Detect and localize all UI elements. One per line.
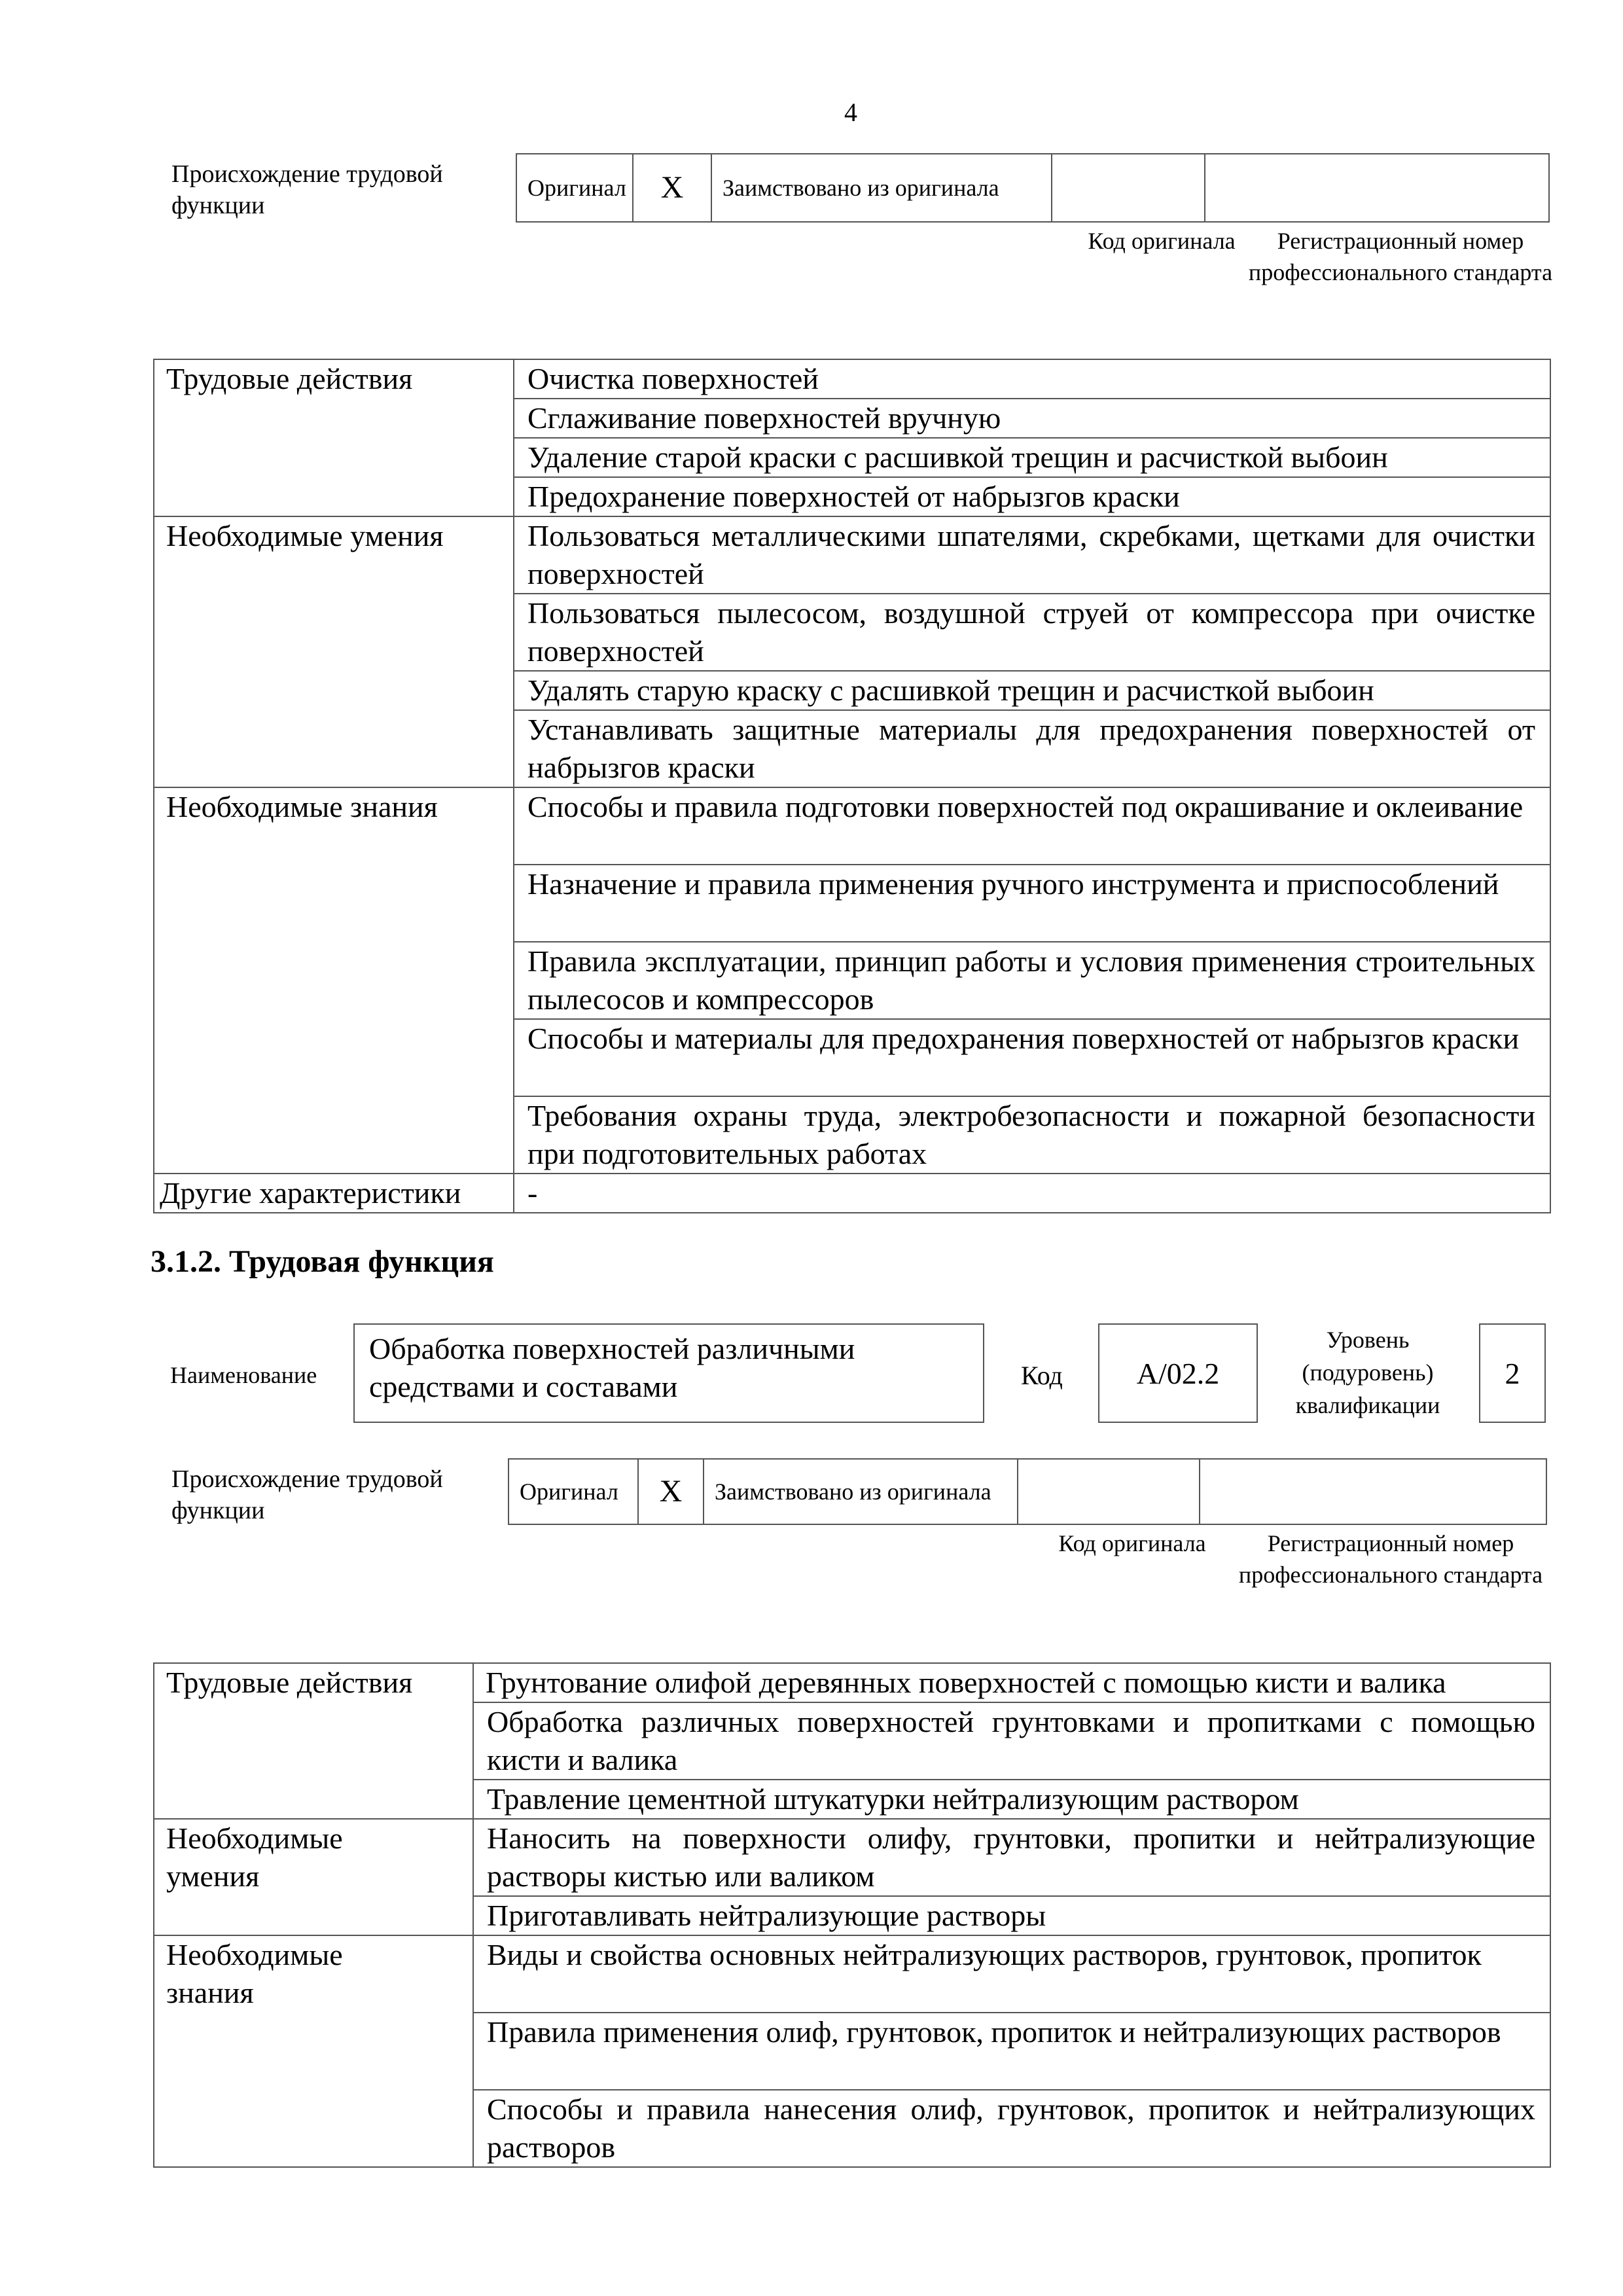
origin-reg-number-cell (1200, 1459, 1546, 1524)
skill-item: Приготавливать нейтрализующие растворы (473, 1896, 1550, 1935)
origin-code-caption: Код оригинала (1088, 228, 1236, 254)
origin-code-cell (1018, 1459, 1200, 1524)
skill-item: Пользоваться металлическими шпателями, скребками, щетками для очистки поверхностей (514, 516, 1550, 594)
knowledge-item: Виды и свойства основных нейтрализующих растворов, грунтовок, пропиток (473, 1935, 1550, 2013)
knowledge-item: Способы и правила подготовки поверхностей под окрашивание и оклеивание (514, 787, 1550, 865)
code-label: Код (1021, 1361, 1063, 1390)
other-characteristics-value: - (514, 1174, 1550, 1213)
skills-label-text: Необходимые умения (166, 1821, 343, 1893)
function-code-box: A/02.2 (1098, 1323, 1258, 1423)
origin-original-cell: Оригинал (508, 1459, 638, 1524)
labor-action-item: Очистка поверхностей (514, 359, 1550, 399)
knowledge-item: Правила применения олиф, грунтовок, пропиток и нейтрализующих растворов (473, 2013, 1550, 2090)
labor-action-item: Обработка различных поверхностей грунтовками и пропитками с помощью кисти и валика (473, 1702, 1550, 1780)
labor-actions-label: Трудовые действия (154, 1663, 473, 1819)
qualification-level-box: 2 (1479, 1323, 1546, 1423)
knowledge-item: Требования охраны труда, электробезопасности и пожарной безопасности при подготовительных работах (514, 1096, 1550, 1174)
skills-label: Необходимые умения (154, 516, 514, 787)
origin-reg-number-cell (1205, 154, 1549, 222)
origin-label: Происхождение трудовой функции (171, 160, 443, 219)
skills-label (154, 1819, 473, 1935)
labor-actions-label: Трудовые действия (154, 359, 514, 516)
origin-label: Происхождение трудовой функции (171, 1465, 443, 1524)
other-characteristics-label: Другие характеристики (154, 1174, 514, 1213)
skill-item: Наносить на поверхности олифу, грунтовки, пропитки и нейтрализующие растворы кистью или валиком (473, 1819, 1550, 1896)
function-name-box: Обработка поверхностей различными средствами и составами (353, 1323, 984, 1423)
origin-reg-caption: Регистрационный номер профессионального стандарта (1248, 228, 1553, 285)
origin-reg-caption: Регистрационный номер профессионального стандарта (1238, 1530, 1543, 1588)
knowledge-item: Способы и правила нанесения олиф, грунтовок, пропиток и нейтрализующих растворов (473, 2090, 1550, 2167)
skill-item: Устанавливать защитные материалы для предохранения поверхностей от набрызгов краски (514, 710, 1550, 787)
knowledge-item: Правила эксплуатации, принцип работы и условия применения строительных пылесосов и компрессоров (514, 942, 1550, 1019)
page-number: 4 (844, 98, 857, 127)
knowledge-label: Необходимые знания (154, 787, 514, 1174)
origin-table (508, 1458, 1547, 1525)
level-label: Уровень (подуровень) квалификации (1295, 1327, 1440, 1418)
labor-action-item: Предохранение поверхностей от набрызгов краски (514, 477, 1550, 516)
labor-action-item: Удаление старой краски с расшивкой трещин и расчисткой выбоин (514, 438, 1550, 477)
origin-borrowed-cell: Заимствовано из оригинала (704, 1459, 1018, 1524)
skill-item: Удалять старую краску с расшивкой трещин и расчисткой выбоин (514, 671, 1550, 710)
origin-original-mark: X (638, 1459, 704, 1524)
name-label: Наименование (170, 1362, 317, 1388)
knowledge-label (154, 1935, 473, 2167)
skill-item: Пользоваться пылесосом, воздушной струей от компрессора при очистке поверхностей (514, 594, 1550, 671)
origin-code-caption: Код оригинала (1058, 1530, 1206, 1556)
knowledge-item: Назначение и правила применения ручного инструмента и приспособлений (514, 865, 1550, 942)
origin-table (516, 153, 1550, 223)
labor-action-item: Сглаживание поверхностей вручную (514, 399, 1550, 438)
labor-function-table-2 (153, 1662, 1551, 2168)
knowledge-label-text: Необходимые знания (166, 1938, 343, 2009)
labor-function-table-1 (153, 359, 1551, 1213)
labor-action-item: Грунтование олифой деревянных поверхностей с помощью кисти и валика (473, 1663, 1550, 1702)
knowledge-item: Способы и материалы для предохранения поверхностей от набрызгов краски (514, 1019, 1550, 1096)
section-title: 3.1.2. Трудовая функция (151, 1244, 494, 1279)
origin-original-cell: Оригинал (516, 154, 633, 222)
origin-original-mark: X (633, 154, 711, 222)
origin-borrowed-cell: Заимствовано из оригинала (711, 154, 1052, 222)
origin-code-cell (1052, 154, 1205, 222)
labor-action-item: Травление цементной штукатурки нейтрализующим раствором (473, 1780, 1550, 1819)
